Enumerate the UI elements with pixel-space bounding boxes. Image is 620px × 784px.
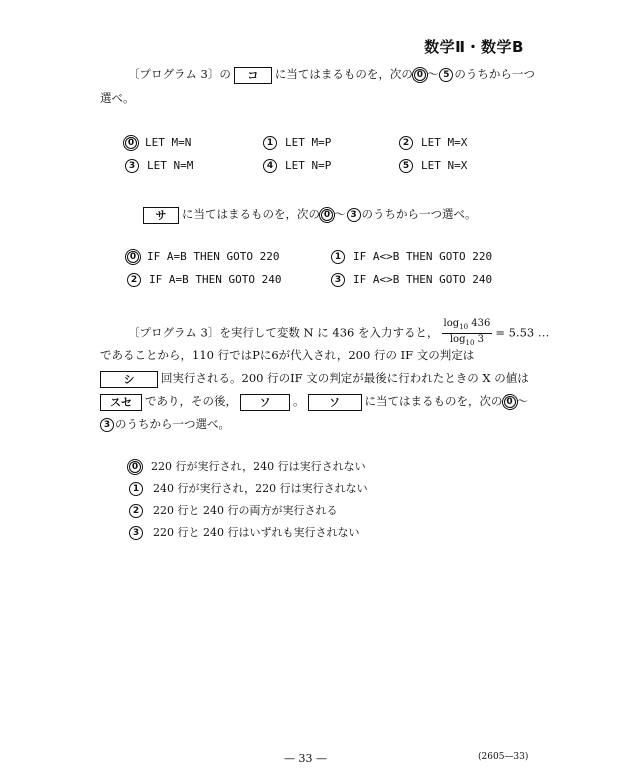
frac-num-val: 436 — [471, 318, 491, 329]
option-text: LET M=P — [285, 136, 332, 149]
option-text: IF A=B THEN GOTO 220 — [147, 250, 280, 263]
question-ko-prefix: 〔プログラム 3〕の — [128, 67, 231, 81]
option-ko-0 — [124, 136, 191, 149]
range-end-marker: 5 — [439, 68, 453, 82]
range-tilde: 〜 — [334, 207, 346, 221]
option-number: 0 — [129, 461, 141, 473]
range-start-marker: 0 — [414, 69, 426, 81]
answer-box-shi: シ — [100, 371, 158, 388]
option-text: IF A<>B THEN GOTO 240 — [353, 273, 493, 286]
option-number: 0 — [127, 251, 139, 263]
option-ko-3 — [124, 159, 193, 173]
question-ko-line2: 選べ。 — [100, 91, 135, 105]
option-sa-3 — [330, 273, 492, 287]
option-number: 3 — [125, 159, 139, 173]
option-number: 2 — [127, 273, 141, 287]
question-shi-line5 — [100, 414, 230, 434]
option-number: 3 — [129, 526, 143, 540]
option-number: 3 — [331, 273, 345, 287]
question-line4-a: であり，その後， — [145, 394, 237, 408]
option-text: IF A<>B THEN GOTO 220 — [353, 250, 493, 263]
answer-box-so-1: ソ — [240, 394, 290, 411]
option-so-2 — [128, 502, 337, 518]
option-ko-4 — [262, 159, 331, 173]
option-so-0 — [128, 458, 366, 474]
frac-num-sub: 10 — [459, 323, 469, 331]
question-line4-c: に当てはまるものを，次の — [364, 394, 503, 408]
document-code: (2605—33) — [478, 752, 529, 762]
option-number: 5 — [399, 159, 413, 173]
question-sa-suffix2: のうちから一つ選べ。 — [361, 207, 477, 221]
question-shi-line3 — [100, 368, 529, 388]
question-ko-suffix1: に当てはまるものを，次の — [274, 67, 413, 81]
frac-num-log: log — [443, 318, 460, 329]
option-text: LET N=X — [421, 159, 468, 172]
option-number: 2 — [399, 136, 413, 150]
option-text: IF A=B THEN GOTO 240 — [149, 273, 282, 286]
option-sa-2 — [126, 273, 281, 287]
frac-den-log: log — [449, 334, 466, 345]
answer-box-ko: コ — [234, 67, 272, 84]
range-end-marker: 3 — [100, 418, 114, 432]
question-sa-suffix1: に当てはまるものを，次の — [182, 207, 320, 221]
option-number: 1 — [263, 136, 277, 150]
option-so-3 — [128, 524, 359, 540]
option-text: 220 行が実行され，240 行は実行されない — [151, 460, 366, 473]
option-text: LET N=P — [285, 159, 332, 172]
question-ko-line1 — [128, 64, 535, 84]
option-text: 240 行が実行され，220 行は実行されない — [153, 482, 368, 495]
option-text: LET N=M — [147, 159, 194, 172]
range-start-marker: 0 — [321, 209, 333, 221]
option-ko-2 — [398, 136, 467, 150]
option-so-1 — [128, 480, 368, 496]
question-sa-line — [140, 204, 477, 224]
question-ko-suffix2: のうちから一つ — [454, 67, 535, 81]
answer-box-so-2: ソ — [308, 394, 362, 411]
option-number: 1 — [331, 250, 345, 264]
frac-den-val: 3 — [477, 334, 484, 345]
page-header-title: 数学Ⅱ・数学B — [424, 38, 524, 56]
option-sa-1 — [330, 250, 492, 264]
question-line4-b: 。 — [293, 394, 305, 408]
option-text: LET M=N — [145, 136, 192, 149]
answer-box-sa: サ — [143, 207, 179, 224]
range-tilde: 〜 — [426, 67, 439, 81]
question-shi-line4 — [100, 391, 528, 411]
option-number: 0 — [125, 137, 137, 149]
option-text: 220 行と 240 行はいずれも実行されない — [153, 526, 360, 539]
page-number: — 33 — — [284, 752, 327, 765]
option-text: 220 行と 240 行の両方が実行される — [153, 504, 338, 517]
option-sa-0 — [126, 250, 279, 263]
option-number: 2 — [129, 504, 143, 518]
frac-den-sub: 10 — [465, 339, 475, 347]
option-ko-5 — [398, 159, 467, 173]
question-shi-line2: であることから，110 行ではPに6が代入され，200 行の IF 文の判定は — [100, 348, 475, 362]
option-text: LET M=X — [421, 136, 468, 149]
question-shi-prefix: 〔プログラム 3〕を実行して変数 N に 436 を入力すると， — [128, 325, 439, 340]
answer-box-suse: スセ — [100, 394, 142, 411]
question-shi-line3-text: 回実行される。200 行のIF 文の判定が最後に行われたときの X の値は — [161, 371, 529, 385]
option-number: 1 — [129, 482, 143, 496]
range-tilde: 〜 — [516, 394, 528, 408]
option-number: 4 — [263, 159, 277, 173]
question-shi-suffix: = 5.53 … — [495, 325, 550, 340]
range-start-marker: 0 — [504, 396, 516, 408]
option-ko-1 — [262, 136, 331, 150]
range-end-marker: 3 — [347, 208, 361, 222]
question-line5-text: のうちから一つ選べ。 — [115, 417, 230, 431]
